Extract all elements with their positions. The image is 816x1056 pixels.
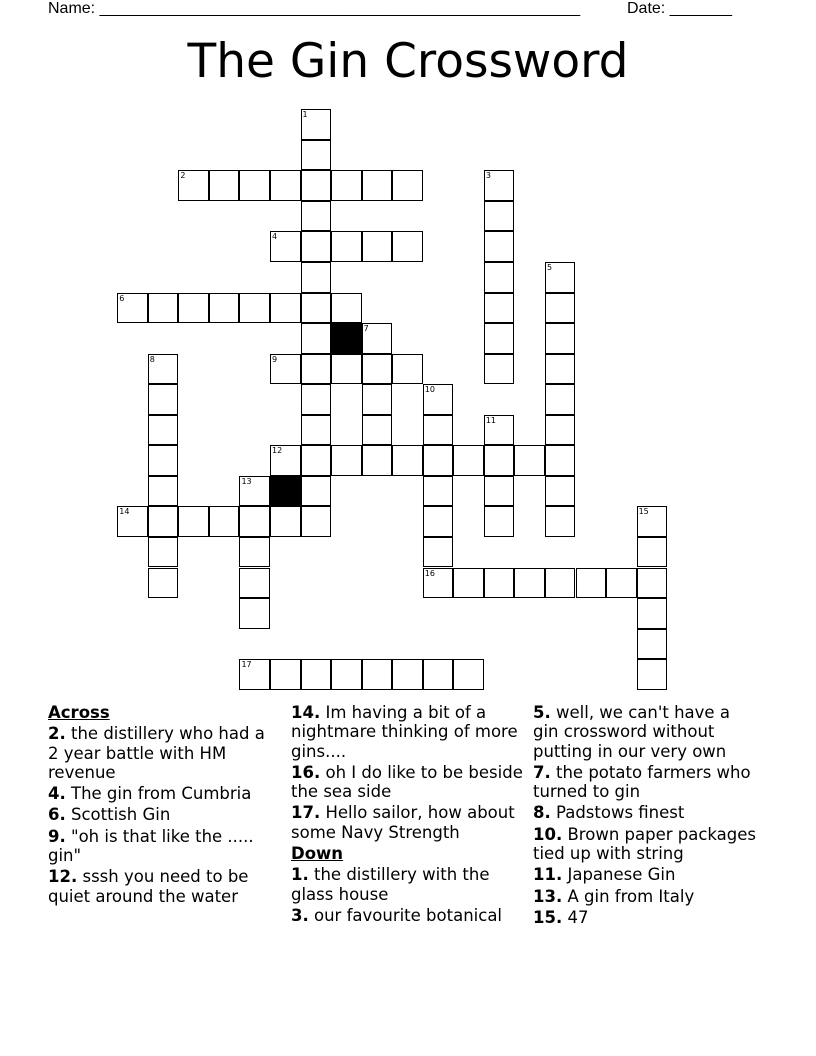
- clue: 7. the potato farmers who turned to gin: [533, 762, 751, 802]
- clue: 9. "oh is that like the ..... gin": [48, 826, 254, 866]
- grid-cell[interactable]: [484, 293, 515, 324]
- grid-cell[interactable]: [270, 659, 301, 690]
- grid-cell[interactable]: [270, 231, 301, 262]
- grid-cell[interactable]: [239, 659, 270, 690]
- clue-number: 9: [272, 354, 278, 364]
- grid-cell[interactable]: [209, 506, 240, 537]
- grid-cell[interactable]: [209, 170, 240, 201]
- grid-cell[interactable]: [637, 659, 668, 690]
- grid-cell[interactable]: [637, 537, 668, 568]
- clue: 8. Padstows finest: [533, 803, 685, 823]
- grid-cell[interactable]: [301, 262, 332, 293]
- clue: 13. A gin from Italy: [533, 886, 695, 906]
- grid-cell[interactable]: [576, 568, 607, 599]
- grid-cell[interactable]: [117, 506, 148, 537]
- grid-cell[interactable]: [423, 537, 454, 568]
- grid-cell[interactable]: [362, 384, 393, 415]
- clue: 6. Scottish Gin: [48, 805, 171, 825]
- grid-cell[interactable]: [637, 598, 668, 629]
- grid-cell[interactable]: [301, 201, 332, 232]
- grid-cell[interactable]: [301, 231, 332, 262]
- grid-cell[interactable]: [362, 659, 393, 690]
- grid-cell[interactable]: [637, 568, 668, 599]
- grid-cell[interactable]: [148, 354, 179, 385]
- clues-col-2: [291, 703, 531, 927]
- clue: 12. sssh you need to be quiet around the water: [48, 867, 249, 906]
- grid-cell[interactable]: [270, 445, 301, 476]
- clue-number: 16: [424, 568, 435, 578]
- clue: 16. oh I do like to be beside the sea side: [291, 762, 523, 802]
- grid-cell[interactable]: [423, 384, 454, 415]
- grid-cell[interactable]: [148, 537, 179, 568]
- grid-cell[interactable]: [331, 293, 362, 324]
- grid-cell[interactable]: [301, 140, 332, 171]
- clue: 10. Brown paper packages tied up with string: [533, 824, 757, 864]
- clue-number: 8: [149, 354, 155, 364]
- grid-cell[interactable]: [117, 293, 148, 324]
- clue: 14. Im having a bit of a nightmare thinking of more gins....: [291, 703, 518, 761]
- grid-cell[interactable]: [362, 354, 393, 385]
- name-field[interactable]: Name: ______________________________________________________: [48, 0, 581, 17]
- grid-cell[interactable]: [362, 170, 393, 201]
- clues-col-1: [48, 703, 273, 908]
- grid-cell[interactable]: [301, 506, 332, 537]
- grid-cell[interactable]: [301, 476, 332, 507]
- grid-cell[interactable]: [514, 568, 545, 599]
- grid-cell[interactable]: [209, 293, 240, 324]
- grid-cell[interactable]: [178, 170, 209, 201]
- grid-cell[interactable]: [484, 506, 515, 537]
- grid-cell[interactable]: [301, 354, 332, 385]
- grid-cell[interactable]: [423, 568, 454, 599]
- grid-cell[interactable]: [301, 323, 332, 354]
- grid-cell[interactable]: [148, 476, 179, 507]
- grid-cell[interactable]: [239, 476, 270, 507]
- date-field[interactable]: Date: _______: [627, 0, 732, 17]
- grid-cell[interactable]: [637, 506, 668, 537]
- grid-cell[interactable]: [331, 170, 362, 201]
- clue: 11. Japanese Gin: [533, 865, 676, 885]
- grid-cell[interactable]: [545, 262, 576, 293]
- grid-cell[interactable]: [331, 231, 362, 262]
- grid-cell[interactable]: [239, 568, 270, 599]
- grid-cell[interactable]: [484, 415, 515, 446]
- grid-cell[interactable]: [453, 445, 484, 476]
- grid-cell[interactable]: [148, 445, 179, 476]
- grid-cell[interactable]: [484, 354, 515, 385]
- grid-cell[interactable]: [423, 506, 454, 537]
- grid-cell[interactable]: [392, 659, 423, 690]
- clue-number: 14: [119, 507, 130, 517]
- grid-cell[interactable]: [545, 476, 576, 507]
- clue-number: 15: [638, 507, 649, 517]
- grid-cell[interactable]: [301, 415, 332, 446]
- clue: 15. 47: [533, 907, 589, 927]
- grid-cell[interactable]: [178, 293, 209, 324]
- grid-cell[interactable]: [362, 323, 393, 354]
- grid-cell[interactable]: [239, 537, 270, 568]
- grid-cell[interactable]: [545, 445, 576, 476]
- grid-cell[interactable]: [148, 506, 179, 537]
- clue-number: 5: [546, 263, 553, 272]
- grid-cell[interactable]: [301, 109, 332, 140]
- down-heading: Down: [291, 844, 344, 864]
- across-heading: Across: [48, 703, 110, 722]
- grid-cell[interactable]: [545, 293, 576, 324]
- grid-cell[interactable]: [606, 568, 637, 599]
- clue-number: 10: [424, 385, 435, 395]
- grid-cell[interactable]: [484, 170, 515, 201]
- black-cell: [270, 476, 301, 507]
- clue-number: 17: [241, 660, 252, 670]
- grid-cell[interactable]: [453, 659, 484, 690]
- clue: 2. the distillery who had a 2 year battle with HM revenue: [48, 724, 265, 782]
- grid-cell[interactable]: [423, 476, 454, 507]
- grid-cell[interactable]: [148, 568, 179, 599]
- grid-cell[interactable]: [545, 568, 576, 599]
- grid-cell[interactable]: [301, 384, 332, 415]
- grid-cell[interactable]: [637, 629, 668, 660]
- clue-number: 2: [180, 171, 186, 181]
- grid-cell[interactable]: [178, 506, 209, 537]
- clue: 17. Hello sailor, how about some Navy Strength: [291, 803, 515, 842]
- clue-number: 11: [485, 415, 497, 425]
- grid-cell[interactable]: [484, 568, 515, 599]
- grid-cell[interactable]: [392, 231, 423, 262]
- grid-cell[interactable]: [514, 445, 545, 476]
- clue-number: 4: [272, 232, 278, 242]
- page-title: The Gin Crossword: [187, 34, 629, 89]
- grid-cell[interactable]: [239, 506, 270, 537]
- grid-cell[interactable]: [301, 445, 332, 476]
- grid-cell[interactable]: [301, 170, 332, 201]
- grid-cell[interactable]: [148, 415, 179, 446]
- grid-cell[interactable]: [423, 659, 454, 690]
- grid-cell[interactable]: [392, 445, 423, 476]
- grid-cell[interactable]: [392, 170, 423, 201]
- grid-cell[interactable]: [148, 293, 179, 324]
- clue-number: 3: [485, 171, 491, 181]
- clue-number: 7: [363, 324, 369, 334]
- grid-cell[interactable]: [545, 384, 576, 415]
- clue: 5. well, we can't have a gin crossword without putting in our very own: [533, 703, 730, 761]
- grid-cell[interactable]: [545, 323, 576, 354]
- grid-cell[interactable]: [239, 293, 270, 324]
- grid-cell[interactable]: [270, 170, 301, 201]
- clue-number: 12: [272, 446, 283, 456]
- grid-cell[interactable]: [484, 201, 515, 232]
- grid-cell[interactable]: [362, 231, 393, 262]
- grid-cell[interactable]: [301, 659, 332, 690]
- clue-number: 6: [119, 293, 125, 303]
- grid-cell[interactable]: [331, 354, 362, 385]
- clue-number: 1: [302, 110, 308, 120]
- grid-cell[interactable]: [453, 568, 484, 599]
- grid-cell[interactable]: [362, 415, 393, 446]
- grid-cell[interactable]: [148, 384, 179, 415]
- grid-cell[interactable]: [392, 354, 423, 385]
- grid-cell[interactable]: [331, 659, 362, 690]
- grid-cell[interactable]: [545, 415, 576, 446]
- grid-cell[interactable]: [239, 170, 270, 201]
- clue: 3. our favourite botanical: [291, 905, 503, 925]
- grid-cell[interactable]: [484, 323, 515, 354]
- grid-cell[interactable]: [239, 598, 270, 629]
- clue: 4. The gin from Cumbria: [48, 784, 252, 804]
- clue: 1. the distillery with the glass house: [291, 865, 490, 904]
- grid-cell[interactable]: [545, 506, 576, 537]
- grid-cell[interactable]: [484, 262, 515, 293]
- grid-cell[interactable]: [484, 476, 515, 507]
- grid-cell[interactable]: [301, 293, 332, 324]
- grid-cell[interactable]: [270, 354, 301, 385]
- clues-col-3: [533, 703, 758, 929]
- grid-cell[interactable]: [270, 293, 301, 324]
- clue-number: 13: [241, 476, 252, 486]
- grid-cell[interactable]: [362, 445, 393, 476]
- grid-cell[interactable]: [270, 506, 301, 537]
- grid-cell[interactable]: [423, 445, 454, 476]
- grid-cell[interactable]: [331, 445, 362, 476]
- grid-cell[interactable]: [484, 445, 515, 476]
- grid-cell[interactable]: [484, 231, 515, 262]
- grid-cell[interactable]: [423, 415, 454, 446]
- black-cell: [331, 323, 362, 354]
- grid-cell[interactable]: [545, 354, 576, 385]
